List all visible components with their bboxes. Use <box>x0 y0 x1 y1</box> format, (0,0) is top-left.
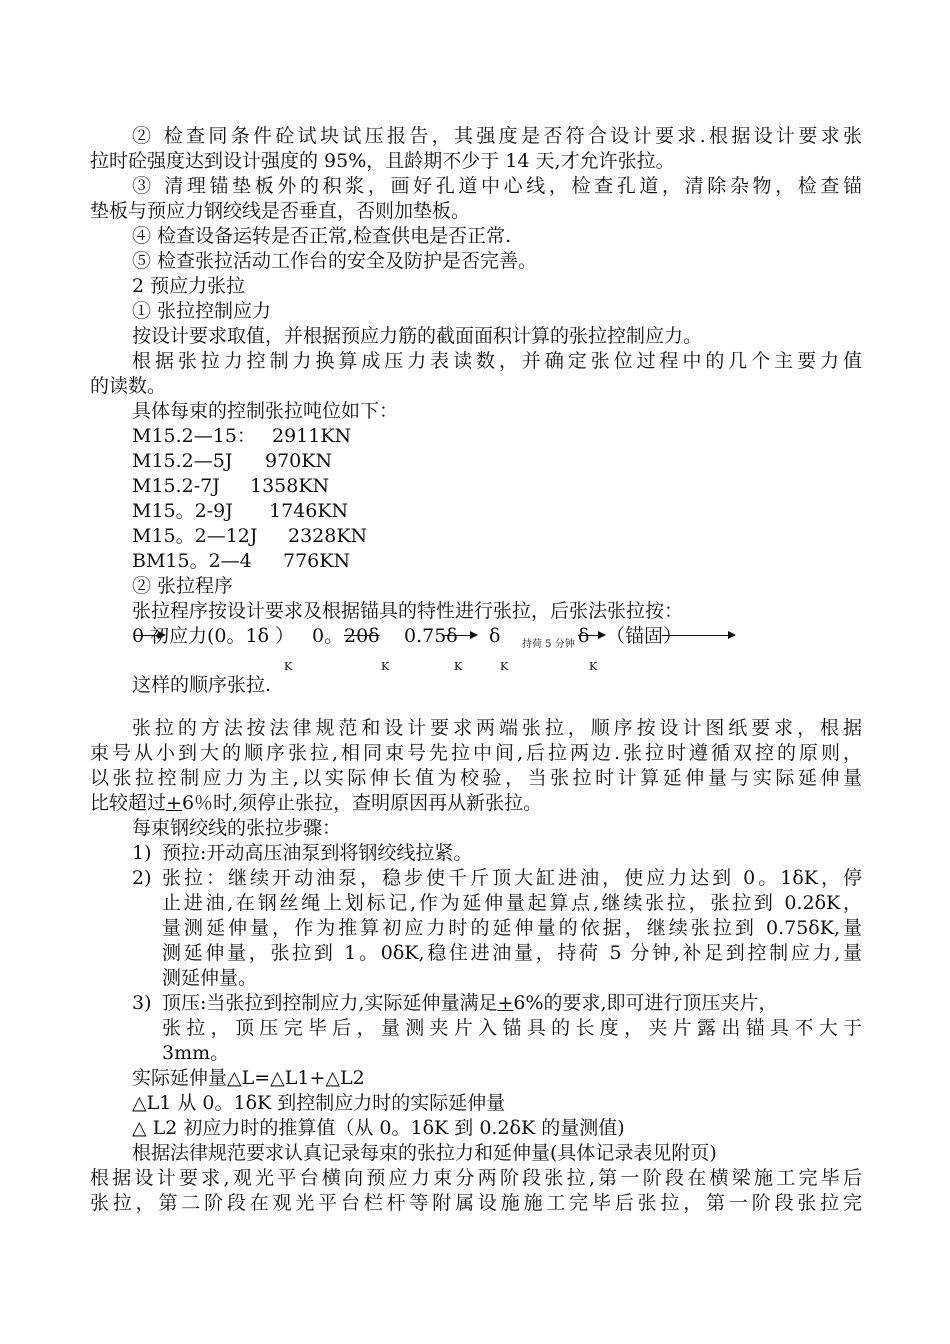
step-number: 3) <box>132 992 152 1014</box>
spec-row <box>132 499 348 524</box>
step-3-line2: 张拉，顶压完毕后，量测夹片入锚具的长度，夹片露出锚具不大于 <box>162 1017 862 1039</box>
step-number: 2) <box>132 867 152 889</box>
step-1-text: 预拉:开动高压油泵到将钢绞线拉紧。 <box>162 842 473 864</box>
spec-name: M15。2—12J <box>132 525 258 547</box>
steps-title: 每束钢绞线的张拉步骤： <box>132 817 342 839</box>
step-3-pre: 顶压:当张拉到控制应力,实际延伸量满足 <box>162 992 498 1014</box>
step-0-2-value: 20δ <box>344 625 380 647</box>
spec-name: M15.2—5J <box>132 450 233 472</box>
step-3-line3: 3mm。 <box>162 1042 230 1064</box>
check-2-line1: ② 检查同条件砼试块试压报告，其强度是否符合设计要求.根据设计要求张 <box>132 125 862 147</box>
method-line4-pre: 比较超过 <box>90 792 167 814</box>
step-2-line2: 止进油,在钢丝绳上划标记,作为延伸量起算点,继续张拉，张拉到 0.2δK， <box>162 892 862 914</box>
spec-name: M15.2-7J <box>132 475 220 497</box>
step-number: 1) <box>132 842 152 864</box>
paragraph-gauge-line1: 根据张拉力控制力换算成压力表读数，并确定张位过程中的几个主要力值 <box>132 350 862 372</box>
spec-value: 776KN <box>283 550 351 572</box>
arrow-right-icon <box>662 635 734 636</box>
step-anchor: （锚固） <box>606 625 683 647</box>
step-2-line5: 测延伸量。 <box>162 967 258 989</box>
closing-line1: 根据设计要求,观光平台横向预应力束分两阶段张拉,第一阶段在横梁施工完毕后 <box>90 1167 862 1189</box>
section-title: 2 预应力张拉 <box>132 275 246 297</box>
spec-name: M15。2-9J <box>132 500 233 522</box>
subsection-control-stress: ① 张拉控制应力 <box>132 300 272 322</box>
check-2-line2: 拉时砼强度达到设计强度的 95%，且龄期不少于 14 天,才允许张拉。 <box>90 150 675 172</box>
step-initial-stress: 初应力(0。1δ ） <box>150 625 295 647</box>
step-full: δ <box>489 625 501 647</box>
plus-minus-sign: + <box>497 992 514 1014</box>
paragraph-tonnage: 具体每束的控制张拉吨位如下： <box>132 400 399 422</box>
formula-total: 实际延伸量△L=△L1+△L2 <box>132 1067 365 1089</box>
spec-name: M15.2—15： <box>132 425 256 447</box>
step-2-line1: 张拉：继续开动油泵，稳步使千斤顶大缸进油，使应力达到 0。1δK，停 <box>162 867 862 889</box>
paragraph-control-stress: 按设计要求取值，并根据预应力筋的截面面积计算的张拉控制应力。 <box>132 325 703 347</box>
check-3-line2: 垫板与预应力钢绞线是否垂直，否则加垫板。 <box>90 200 471 222</box>
step-3-post: 6%的要求,即可进行顶压夹片， <box>513 992 778 1014</box>
step-zero: 0 <box>132 625 145 647</box>
step-2-line3: 量测延伸量，作为推算初应力时的延伸量的依据，继续张拉到 0.75δK,量 <box>162 917 862 939</box>
subsection-procedure: ② 张拉程序 <box>132 575 234 597</box>
paragraph-order: 这样的顺序张拉. <box>132 674 272 696</box>
spec-value: 2911KN <box>272 425 352 447</box>
spec-row <box>132 424 351 449</box>
subscript-k: K <box>284 660 293 673</box>
plus-minus-sign: + <box>166 792 182 814</box>
spec-name: BM15。2—4 <box>132 550 252 572</box>
arrow-right-icon <box>442 635 476 636</box>
step-0-75: 0.75δ <box>404 625 458 647</box>
method-line1: 张拉的方法按法律规范和设计要求两端张拉，顺序按设计图纸要求，根据 <box>132 717 862 739</box>
hold-5-minutes-label: 持荷 5 分钟 <box>522 639 575 650</box>
formula-record: 根据法律规范要求认真记录每束的张拉力和延伸量(具体记录表见附页) <box>132 1142 717 1164</box>
spec-row <box>132 474 329 499</box>
formula-l2: △ L2 初应力时的推算值（从 0。1δK 到 0.2δK 的量测值) <box>132 1117 625 1139</box>
step-0-2-prefix: 0。 <box>312 625 344 647</box>
subscript-k: K <box>589 660 598 673</box>
arrow-right-icon <box>578 635 604 636</box>
spec-row <box>132 449 332 474</box>
spec-row <box>132 549 350 574</box>
paragraph-gauge-line2: 的读数。 <box>90 375 167 397</box>
spec-row <box>132 524 367 549</box>
method-line3: 以张拉控制应力为主,以实际伸长值为校验，当张拉时计算延伸量与实际延伸量 <box>90 767 862 789</box>
closing-line2: 张拉，第二阶段在观光平台栏杆等附属设施施工完毕后张拉，第一阶段张拉完 <box>90 1192 862 1214</box>
method-line2: 束号从小到大的顺序张拉,相同束号先拉中间,后拉两边.张拉时遵循双控的原则， <box>90 742 862 764</box>
check-5: ⑤ 检查张拉活动工作台的安全及防护是否完善。 <box>132 250 538 272</box>
check-4: ④ 检查设备运转是否正常,检查供电是否正常. <box>132 225 512 247</box>
method-line4 <box>90 791 542 816</box>
step-3-line1 <box>162 991 778 1016</box>
step-2-line4: 测延伸量，张拉到 1。0δK,稳住进油量，持荷 5 分钟,补足到控制应力,量 <box>162 942 862 964</box>
tension-procedure-flow <box>132 622 752 674</box>
formula-l1: △L1 从 0。1δK 到控制应力时的实际延伸量 <box>132 1092 506 1114</box>
spec-value: 1746KN <box>269 500 349 522</box>
step-full-hold: δ <box>578 625 590 647</box>
spec-value: 2328KN <box>288 525 368 547</box>
subscript-k: K <box>454 660 463 673</box>
spec-value: 970KN <box>265 450 333 472</box>
subscript-k: K <box>381 660 390 673</box>
check-3-line1: ③ 清理锚垫板外的积浆，画好孔道中心线，检查孔道，清除杂物，检查锚 <box>132 175 862 197</box>
subscript-k: K <box>500 660 509 673</box>
paragraph-procedure: 张拉程序按设计要求及根据锚具的特性进行张拉，后张法张拉按： <box>132 600 684 622</box>
spec-value: 1358KN <box>250 475 330 497</box>
method-line4-post: 6％时,须停止张拉，查明原因再从新张拉。 <box>181 792 543 814</box>
